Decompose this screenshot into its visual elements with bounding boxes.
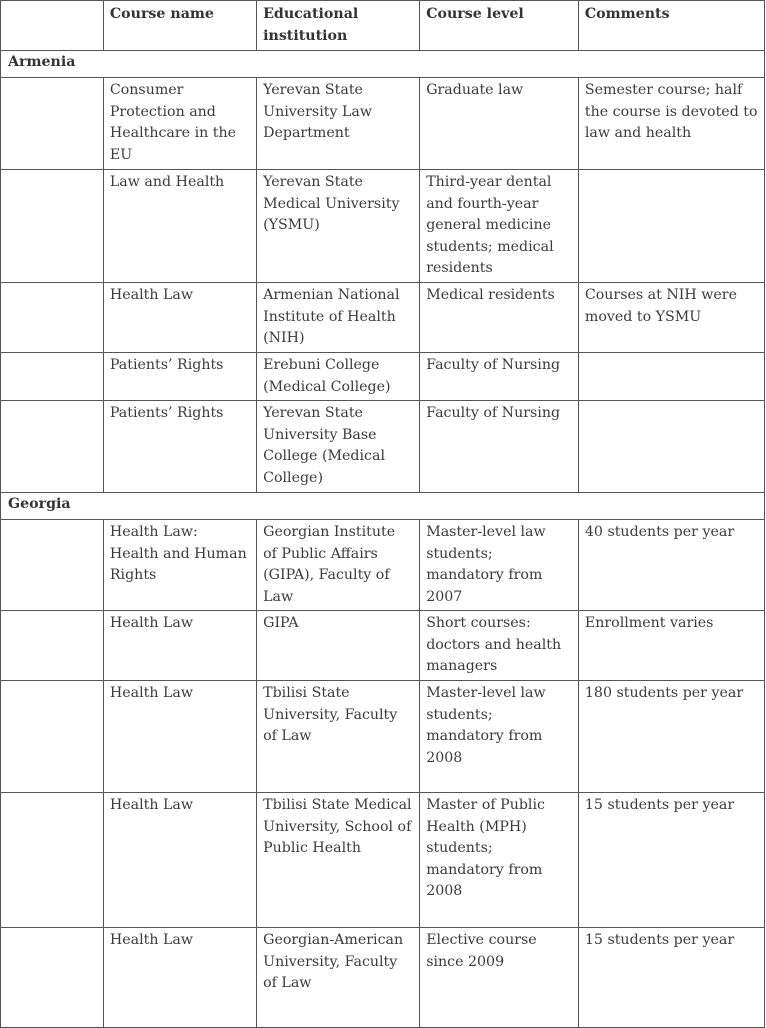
header-blank-cell (1, 1, 104, 51)
institution-cell: Yerevan State University Base College (Medical College) (257, 401, 420, 493)
course-name-cell: Health Law: Health and Human Rights (103, 520, 256, 611)
country-label: Armenia (1, 51, 765, 78)
country-row-armenia (1, 51, 765, 78)
blank-cell (1, 681, 104, 793)
table-row (1, 401, 765, 493)
course-name-cell: Health Law (103, 283, 256, 353)
table-row (1, 681, 765, 793)
course-name-cell: Health Law (103, 928, 256, 1028)
table-row (1, 78, 765, 170)
table-row (1, 283, 765, 353)
blank-cell (1, 520, 104, 611)
comments-cell: 40 students per year (578, 520, 764, 611)
course-level-cell: Master of Public Health (MPH) students; mandatory from 2008 (420, 793, 579, 928)
comments-cell: Semester course; half the course is devoted to law and health (578, 78, 764, 170)
comments-cell: Courses at NIH were moved to YSMU (578, 283, 764, 353)
blank-cell (1, 78, 104, 170)
table-row (1, 170, 765, 283)
table-row (1, 611, 765, 681)
course-name-cell: Health Law (103, 611, 256, 681)
table-row (1, 928, 765, 1028)
course-name-cell: Health Law (103, 793, 256, 928)
course-level-cell: Elective course since 2009 (420, 928, 579, 1028)
header-course-name: Course name (103, 1, 256, 51)
course-name-cell: Consumer Protection and Healthcare in the EU (103, 78, 256, 170)
blank-cell (1, 928, 104, 1028)
course-level-cell: Faculty of Nursing (420, 353, 579, 401)
comments-cell (578, 170, 764, 283)
course-level-cell: Master-level law students; mandatory from 2007 (420, 520, 579, 611)
country-row-georgia (1, 493, 765, 520)
course-name-cell: Health Law (103, 681, 256, 793)
comments-cell: 15 students per year (578, 793, 764, 928)
course-level-cell: Short courses: doctors and health managers (420, 611, 579, 681)
institution-cell: Tbilisi State University, Faculty of Law (257, 681, 420, 793)
institution-cell: Erebuni College (Medical College) (257, 353, 420, 401)
course-level-cell: Master-level law students; mandatory from 2008 (420, 681, 579, 793)
course-name-cell: Patients’ Rights (103, 401, 256, 493)
blank-cell (1, 170, 104, 283)
course-name-cell: Law and Health (103, 170, 256, 283)
comments-cell: 15 students per year (578, 928, 764, 1028)
blank-cell (1, 611, 104, 681)
course-name-cell: Patients’ Rights (103, 353, 256, 401)
country-label: Georgia (1, 493, 765, 520)
comments-cell: 180 students per year (578, 681, 764, 793)
institution-cell: Armenian National Institute of Health (NIH) (257, 283, 420, 353)
institution-cell: Yerevan State Medical University (YSMU) (257, 170, 420, 283)
blank-cell (1, 353, 104, 401)
comments-cell: Enrollment varies (578, 611, 764, 681)
course-level-cell: Medical residents (420, 283, 579, 353)
institution-cell: Georgian Institute of Public Affairs (GIPA), Faculty of Law (257, 520, 420, 611)
header-comments: Comments (578, 1, 764, 51)
institution-cell: Yerevan State University Law Department (257, 78, 420, 170)
blank-cell (1, 793, 104, 928)
header-course-level: Course level (420, 1, 579, 51)
institution-cell: GIPA (257, 611, 420, 681)
comments-cell (578, 401, 764, 493)
course-level-cell: Third-year dental and fourth-year general medicine students; medical residents (420, 170, 579, 283)
comments-cell (578, 353, 764, 401)
blank-cell (1, 283, 104, 353)
table-row (1, 353, 765, 401)
header-educational-institution: Educational institution (257, 1, 420, 51)
table-row (1, 793, 765, 928)
blank-cell (1, 401, 104, 493)
course-level-cell: Graduate law (420, 78, 579, 170)
course-level-cell: Faculty of Nursing (420, 401, 579, 493)
institution-cell: Tbilisi State Medical University, School of Public Health (257, 793, 420, 928)
table-row (1, 520, 765, 611)
institution-cell: Georgian-American University, Faculty of Law (257, 928, 420, 1028)
header-row (1, 1, 765, 51)
